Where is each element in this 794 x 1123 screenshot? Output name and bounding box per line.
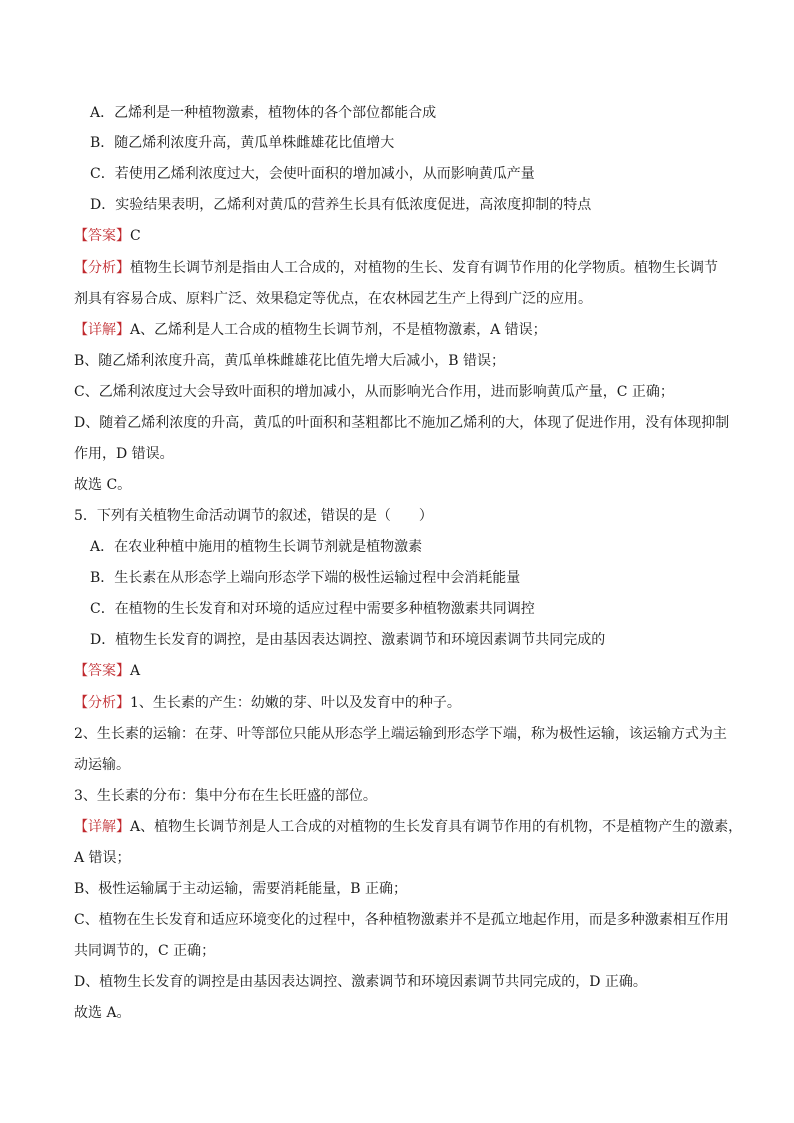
q5-answer <box>74 661 734 681</box>
q4-option-b: B．随乙烯利浓度升高，黄瓜单株雌雄花比值增大 <box>90 135 395 151</box>
q5-option-b: B．生长素在从形态学上端向形态学下端的极性运输过程中会消耗能量 <box>90 570 521 586</box>
q4-option-c: C．若使用乙烯利浓度过大，会使叶面积的增加减小，从而影响黄瓜产量 <box>90 166 535 182</box>
q4-detail-d: D、随着乙烯利浓度的升高，黄瓜的叶面积和茎粗都比不施加乙烯利的大，体现了促进作用，没有体现抑制 <box>74 415 730 431</box>
analysis-tag: 【分析】 <box>74 695 130 711</box>
answer-tag: 【答案】 <box>74 228 130 244</box>
analysis-tag: 【分析】 <box>74 260 130 276</box>
q4-detail-c: C、乙烯利浓度过大会导致叶面积的增加减小，从而影响光合作用，进而影响黄瓜产量，C 正确； <box>74 384 674 400</box>
q4-analysis-line-2: 剂具有容易合成、原料广泛、效果稳定等优点，在农林园艺生产上得到广泛的应用。 <box>74 291 592 307</box>
q5-detail-a-cont: A 错误； <box>74 850 131 866</box>
q5-option-d: D．植物生长发育的调控，是由基因表达调控、激素调节和环境因素调节共同完成的 <box>90 632 606 648</box>
q4-analysis-line <box>74 258 734 278</box>
q5-analysis-2: 2、生长素的运输：在芽、叶等部位只能从形态学上端运输到形态学下端，称为极性运输，该运输方式为主 <box>74 726 727 742</box>
q5-analysis-1 <box>74 693 734 713</box>
detail-text: A、乙烯利是人工合成的植物生长调节剂，不是植物激素，A 错误； <box>130 322 547 338</box>
answer-value: A <box>130 663 141 679</box>
q5-detail-d: D、植物生长发育的调控是由基因表达调控、激素调节和环境因素调节共同完成的，D 正确。 <box>74 974 647 990</box>
q4-option-d: D．实验结果表明，乙烯利对黄瓜的营养生长具有低浓度促进，高浓度抑制的特点 <box>90 197 592 213</box>
q5-option-c: C．在植物的生长发育和对环境的适应过程中需要多种植物激素共同调控 <box>90 601 535 617</box>
q4-detail-b: B、随乙烯利浓度升高，黄瓜单株雌雄花比值先增大后减小，B 错误； <box>74 353 506 369</box>
q4-detail-d-cont: 作用，D 错误。 <box>74 446 174 462</box>
q5-option-a: A．在农业种植中施用的植物生长调节剂就是植物激素 <box>90 539 423 555</box>
q4-answer <box>74 226 734 246</box>
q4-conclusion: 故选 C。 <box>74 477 132 493</box>
analysis-text: 植物生长调节剂是指由人工合成的，对植物的生长、发育有调节作用的化学物质。植物生长调节 <box>130 260 718 276</box>
detail-tag: 【详解】 <box>74 322 130 338</box>
answer-tag: 【答案】 <box>74 663 130 679</box>
analysis-text: 1、生长素的产生：幼嫩的芽、叶以及发育中的种子。 <box>130 695 461 711</box>
q5-analysis-2-cont: 动运输。 <box>74 757 130 773</box>
q5-conclusion: 故选 A。 <box>74 1005 131 1021</box>
q5-analysis-3: 3、生长素的分布：集中分布在生长旺盛的部位。 <box>74 788 377 804</box>
q5-detail-c-cont: 共同调节的，C 正确； <box>74 943 216 959</box>
answer-value: C <box>130 228 141 244</box>
q5-detail-b: B、极性运输属于主动运输，需要消耗能量，B 正确； <box>74 881 408 897</box>
q4-detail-a <box>74 320 734 340</box>
q5-stem: 5．下列有关植物生命活动调节的叙述，错误的是（ ） <box>74 508 433 524</box>
q5-detail-a <box>74 817 743 837</box>
detail-text: A、植物生长调节剂是人工合成的对植物的生长发育具有调节作用的有机物，不是植物产生的激素， <box>130 819 743 835</box>
q5-detail-c: C、植物在生长发育和适应环境变化的过程中，各种植物激素并不是孤立地起作用，而是多种激素相互作用 <box>74 912 729 928</box>
q4-option-a: A．乙烯利是一种植物激素，植物体的各个部位都能合成 <box>90 105 437 121</box>
detail-tag: 【详解】 <box>74 819 130 835</box>
